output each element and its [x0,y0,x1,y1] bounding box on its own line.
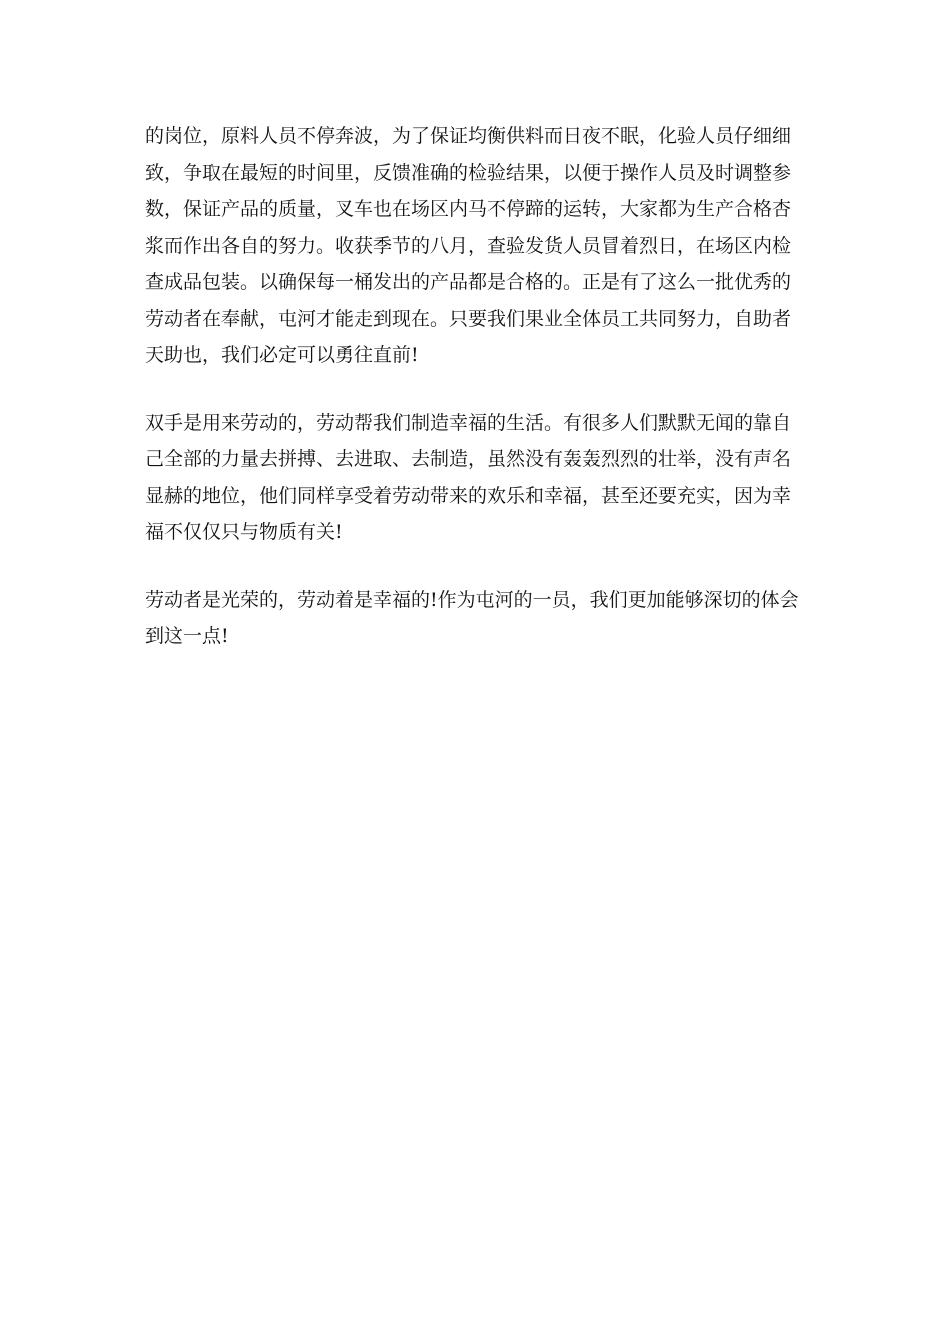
text-line: 浆而作出各自的努力。收获季节的八月，查验发货人员冒着烈日，在场区内检 [145,234,792,257]
text-line: 劳动者是光荣的，劳动着是幸福的!作为屯河的一员，我们更加能够深切的体会 [145,588,799,611]
paragraph-1 [145,118,810,374]
text-line: 数，保证产品的质量，叉车也在场区内马不停蹄的运转，大家都为生产合格杏 [145,198,792,220]
paragraph-3 [145,582,810,655]
paragraph-spacer [145,374,810,405]
text-line: 福不仅仅只与物质有关! [145,521,343,543]
paragraph-spacer [145,551,810,582]
text-line: 显赫的地位，他们同样享受着劳动带来的欢乐和幸福，甚至还要充实，因为幸 [145,484,792,507]
text-line: 劳动者在奉献，屯河才能走到现在。只要我们果业全体员工共同努力，自助者 [145,307,792,330]
text-line: 的岗位，原料人员不停奔波，为了保证均衡供料而日夜不眠，化验人员仔细细 [145,125,792,147]
text-line: 双手是用来劳动的，劳动帮我们制造幸福的生活。有很多人们默默无闻的靠自 [145,411,792,434]
text-line: 天助也，我们必定可以勇往直前! [145,344,419,366]
text-line: 到这一点! [145,625,229,647]
text-line: 查成品包装。以确保每一桶发出的产品都是合格的。正是有了这么一批优秀的 [145,271,792,293]
text-line: 己全部的力量去拼搏、去进取、去制造，虽然没有轰轰烈烈的壮举，没有声名 [145,448,792,470]
document-body [145,118,810,655]
text-line: 致，争取在最短的时间里，反馈准确的检验结果，以便于操作人员及时调整参 [145,161,792,184]
paragraph-2 [145,405,810,551]
